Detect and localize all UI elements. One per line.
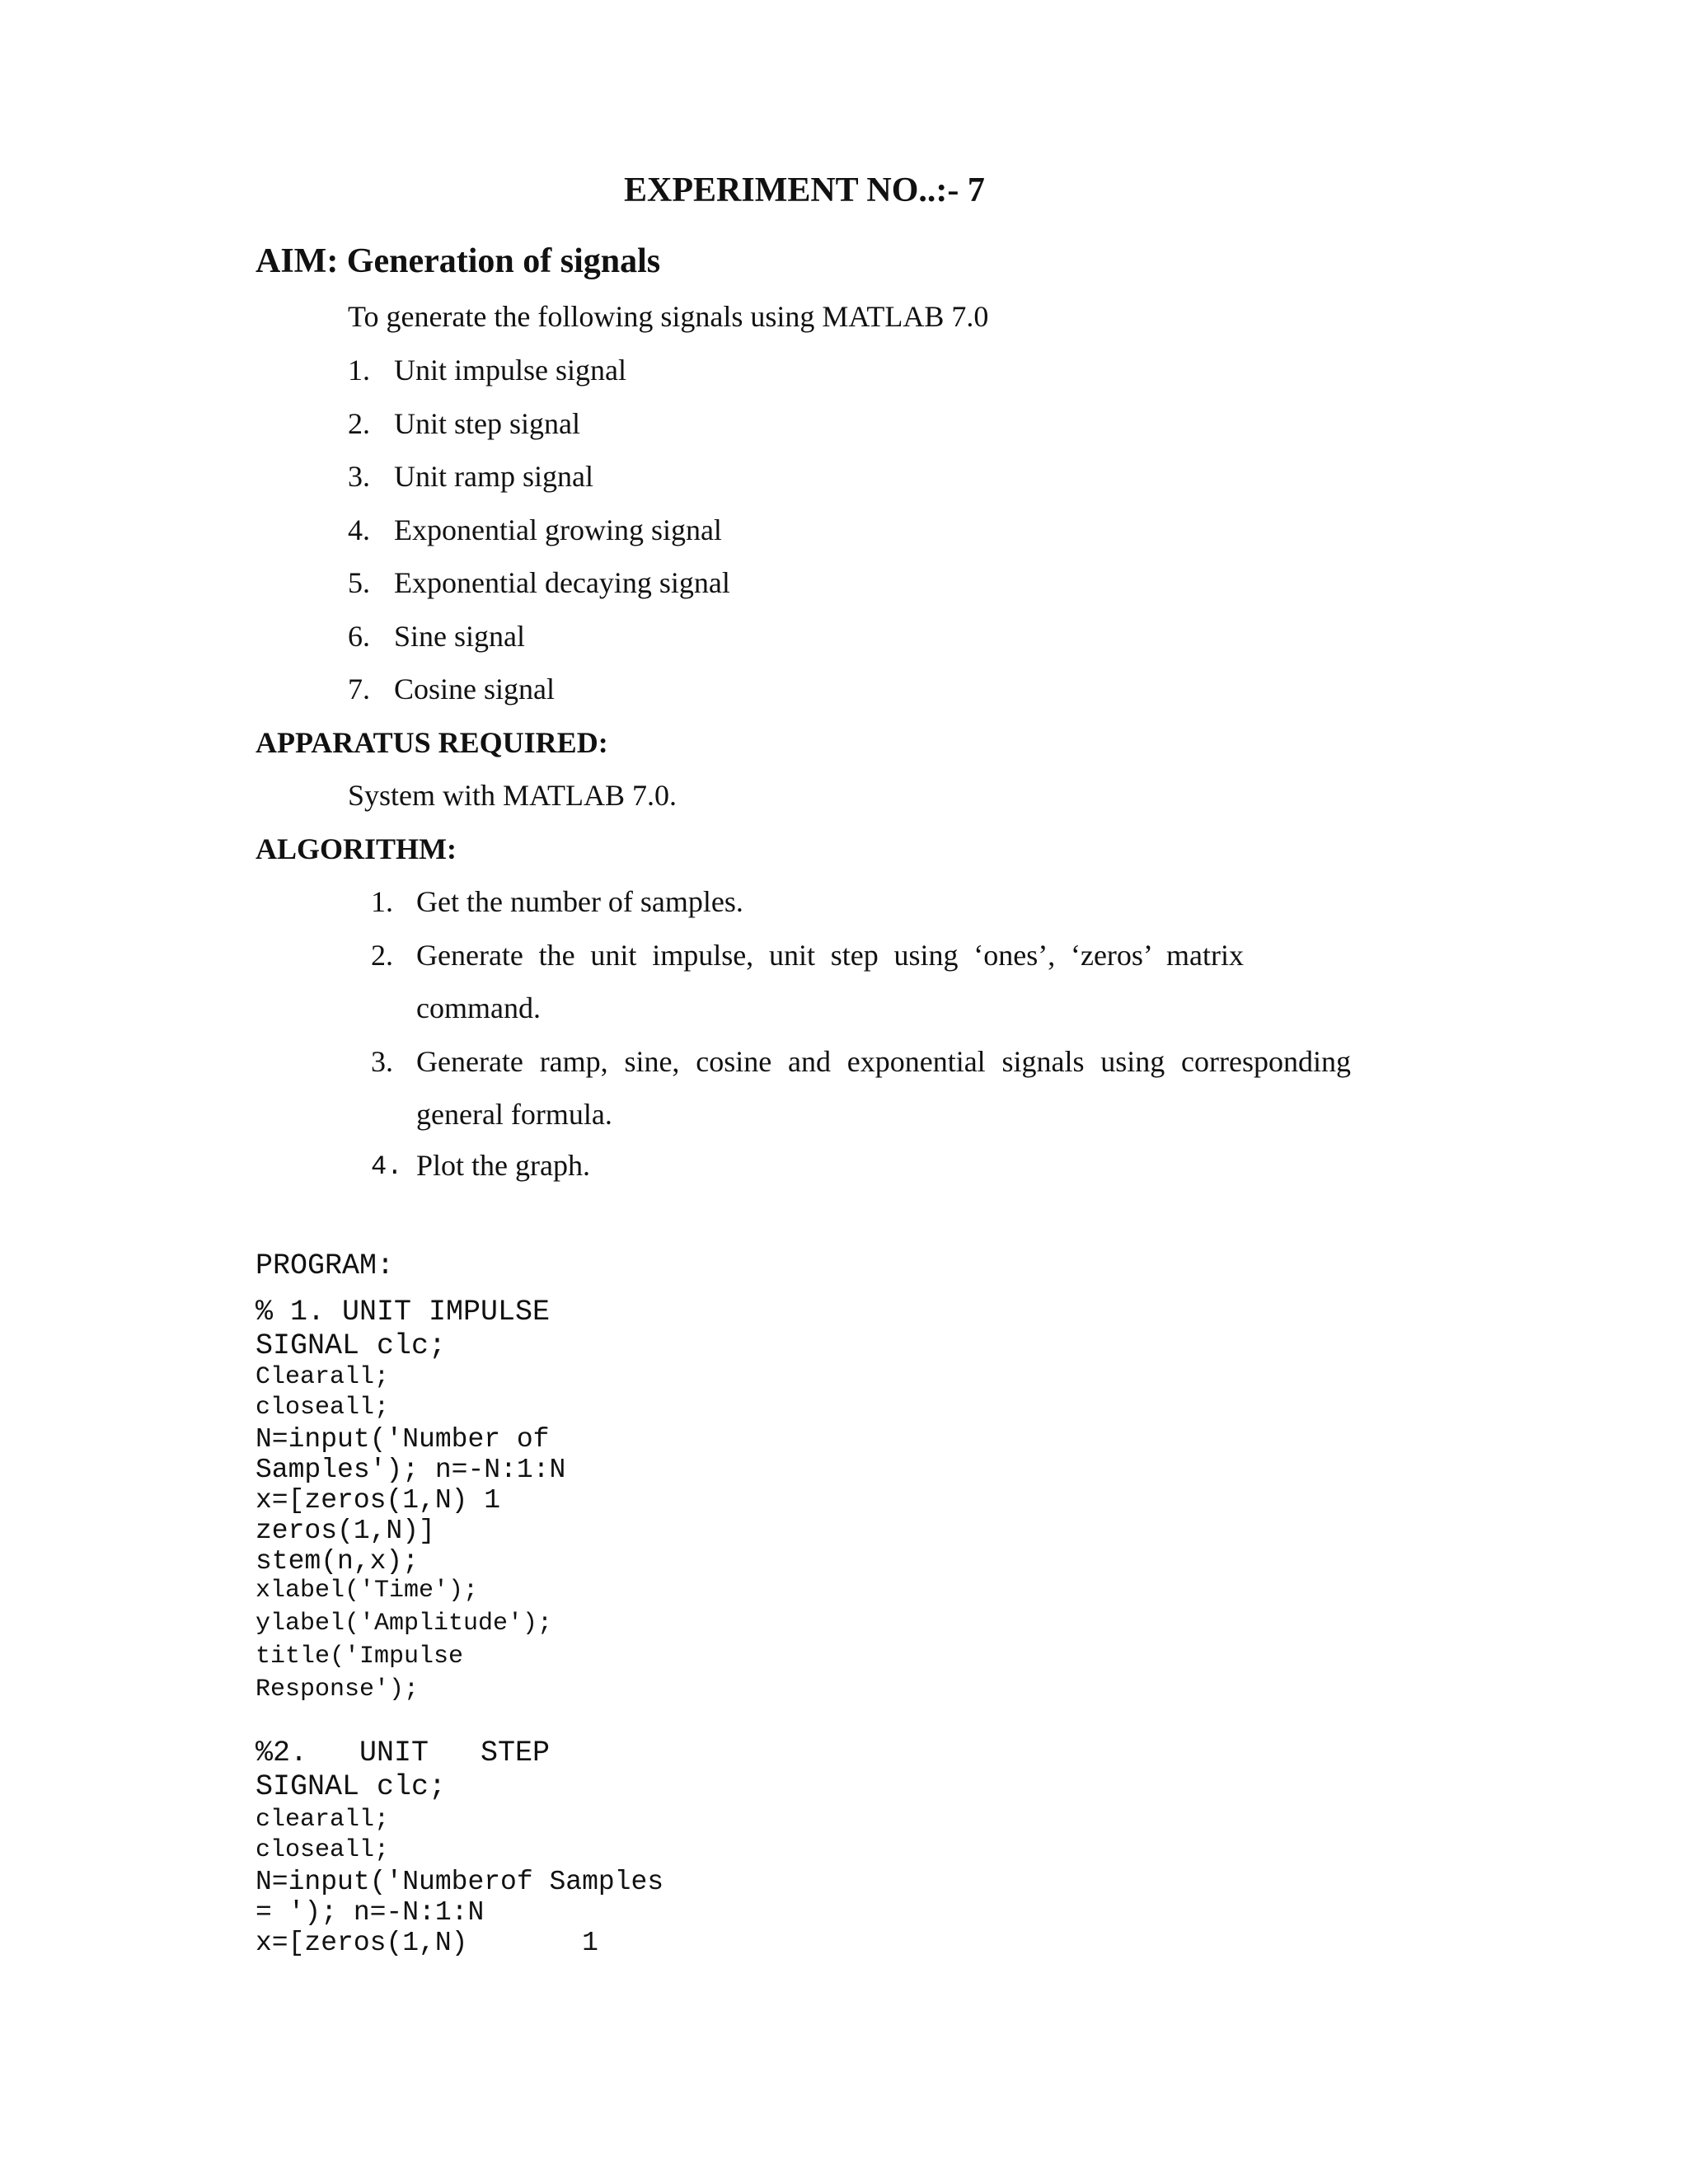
apparatus-text: System with MATLAB 7.0.: [348, 779, 678, 812]
code-line: closeall;: [256, 1394, 390, 1422]
code-line: % 1. UNIT IMPULSE: [256, 1296, 551, 1329]
code-line: N=input('Numberof Samples: [256, 1867, 664, 1897]
code-line: closeall;: [256, 1836, 390, 1864]
code-line: SIGNAL clc;: [256, 1770, 447, 1803]
program-heading: PROGRAM:: [256, 1249, 395, 1282]
code-line: zeros(1,N)]: [256, 1516, 435, 1546]
aim-heading: AIM: Generation of signals: [256, 242, 661, 280]
list-item: 4. Exponential growing signal: [348, 513, 722, 546]
code-line: SIGNAL clc;: [256, 1329, 447, 1362]
page-title: EXPERIMENT NO..:- 7: [624, 171, 985, 209]
list-item: 3. Unit ramp signal: [348, 460, 593, 493]
code-line: = '); n=-N:1:N: [256, 1897, 485, 1928]
list-item: 1. Unit impulse signal: [348, 354, 626, 387]
algorithm-step-number: 3.: [371, 1045, 393, 1078]
algorithm-step-text: Generate the unit impulse, unit step using ‘ones’, ‘zeros’ matrix: [416, 939, 1244, 972]
code-line: xlabel('Time');: [256, 1577, 479, 1605]
list-item: 7. Cosine signal: [348, 673, 555, 705]
algorithm-step-text: general formula.: [416, 1098, 612, 1131]
code-line: ylabel('Amplitude');: [256, 1610, 553, 1638]
code-line: %2. UNIT STEP: [256, 1736, 551, 1769]
code-line: stem(n,x);: [256, 1546, 420, 1577]
code-line: Clearall;: [256, 1363, 390, 1391]
algorithm-step-number: 4.: [371, 1151, 403, 1182]
algorithm-step-number: 1.: [371, 885, 393, 918]
algorithm-step-text: Generate ramp, sine, cosine and exponential signals using corresponding: [416, 1045, 1351, 1078]
algorithm-step-text: Get the number of samples.: [416, 885, 743, 918]
list-item: 6. Sine signal: [348, 620, 525, 653]
algorithm-step-text: Plot the graph.: [416, 1149, 590, 1182]
code-line: x=[zeros(1,N) 1: [256, 1928, 598, 1958]
algorithm-step-text: command.: [416, 991, 541, 1024]
code-line: clearall;: [256, 1806, 390, 1834]
code-line: Samples'); n=-N:1:N: [256, 1455, 566, 1485]
list-item: 2. Unit step signal: [348, 407, 580, 440]
code-line: title('Impulse: [256, 1643, 464, 1671]
apparatus-heading: APPARATUS REQUIRED:: [256, 726, 608, 759]
algorithm-step-number: 2.: [371, 939, 393, 972]
algorithm-heading: ALGORITHM:: [256, 832, 457, 865]
code-line: x=[zeros(1,N) 1: [256, 1485, 501, 1516]
code-line: N=input('Number of: [256, 1424, 550, 1455]
code-line: Response');: [256, 1675, 420, 1704]
intro-text: To generate the following signals using MATLAB 7.0: [348, 300, 989, 333]
list-item: 5. Exponential decaying signal: [348, 566, 730, 599]
